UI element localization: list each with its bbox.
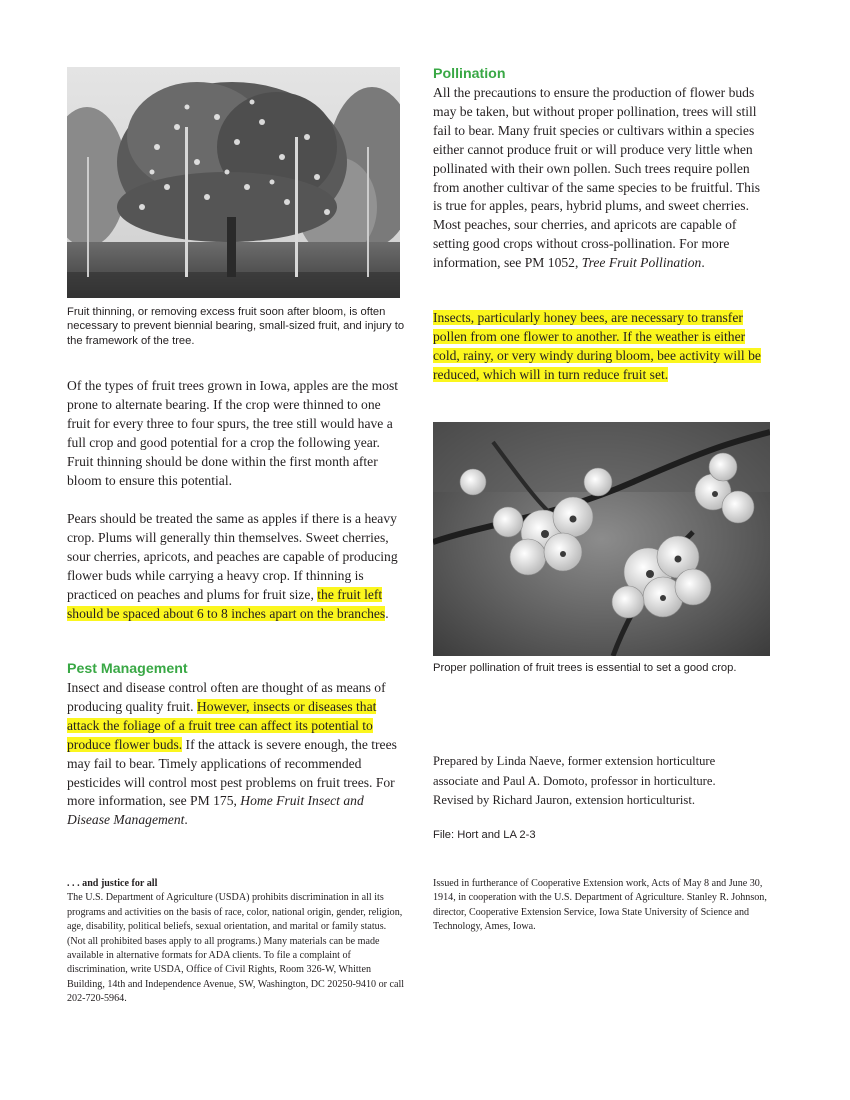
apples-paragraph: Of the types of fruit trees grown in Iowa, apples are the most prone to alternate bearing. If the crop were thinned to one fruit for every three to four spurs, the tree still would have a full crop and good potential for a crop the following year. Fruit thinning should be done within the first month after bloom to ensure this potential. xyxy=(67,378,399,488)
orchard-photo-graphic xyxy=(67,67,400,298)
pollination-paragraph xyxy=(433,84,763,273)
pest-paragraph xyxy=(67,679,402,830)
pollination-publication-title: Tree Fruit Pollination xyxy=(581,255,702,271)
blossom-photo-caption: Proper pollination of fruit trees is essential to set a good crop. xyxy=(433,662,737,674)
pest-management-heading: Pest Management xyxy=(67,661,188,677)
blossom-photo xyxy=(433,422,770,656)
pears-paragraph xyxy=(67,510,402,623)
file-reference: File: Hort and LA 2-3 xyxy=(433,829,536,841)
pollination-paragraph-text: All the precautions to ensure the production of flower buds may be taken, but without proper pollination, trees will still fail to bear. Many fruit species or cultivars within a species either cannot produce fruit or will produce very little when pollinated with their own pollen. Such trees require pollen from another cultivar of the same species to be fruitful. This is true for apples, pears, hybrid plums, and sweet cherries. Most peaches, sour cherries, and apricots are capable of setting good crops without cross-pollination. For more information, see PM 1052, xyxy=(433,85,761,271)
pollination-heading: Pollination xyxy=(433,66,506,82)
pest-paragraph-end: . xyxy=(184,812,188,828)
bees-paragraph xyxy=(433,309,768,385)
pears-paragraph-end: . xyxy=(385,605,389,621)
justice-text: The U.S. Department of Agriculture (USDA) prohibits discrimination in all its programs and activities on the basis of race, color, national origin, gender, religion, age, disability, political beliefs, sexual orientation, and marital or family status. (Not all prohibited bases apply to all programs.) Many materials can be made available in alternative formats for ADA clients. To file a complaint of discrimination, write USDA, Office of Civil Rights, Room 326-W, Whitten Building, 14th and Independence Avenue, SW, Washington, DC 20250-9410 or call 202-720-5964. xyxy=(67,892,405,1005)
bees-highlight: Insects, particularly honey bees, are necessary to transfer pollen from one flower to another. If the weather is either cold, rainy, or very windy during bloom, bee activity will be reduced, which will in turn reduce fruit set. xyxy=(433,310,761,382)
prepared-by: Prepared by Linda Naeve, former extension horticulture associate and Paul A. Domoto, professor in horticulture. Revised by Richard Jauron, extension horticulturist. xyxy=(433,754,716,808)
orchard-photo-caption: Fruit thinning, or removing excess fruit soon after bloom, is often necessary to prevent biennial bearing, small-sized fruit, and injury to the framework of the tree. xyxy=(67,306,405,347)
foliage-highlight: However, insects or diseases that attack the foliage of a fruit tree can affect its potential to produce flower buds. xyxy=(67,698,377,752)
spacing-highlight: the fruit left should be spaced about 6 to 8 inches apart on the branches xyxy=(67,586,386,621)
orchard-photo xyxy=(67,67,400,298)
justice-title: . . . and justice for all xyxy=(67,878,158,889)
pest-publication-title: Home Fruit Insect and Disease Management xyxy=(67,793,364,828)
justice-block xyxy=(67,877,407,1007)
blossom-photo-graphic xyxy=(433,422,770,656)
pest-paragraph-text: Insect and disease control often are thought of as means of producing quality fruit. xyxy=(67,680,386,714)
pest-paragraph-text-2: If the attack is severe enough, the trees may fail to bear. Timely applications of recommended pesticides will control most pest problems on fruit trees. For more information, see PM 175, xyxy=(67,736,397,809)
pears-paragraph-text: Pears should be treated the same as apples if there is a heavy crop. Plums will generally thin themselves. Sweet cherries, sour cherries, apricots, and peaches are capable of producing flower buds while carrying a heavy crop. If thinning is practiced on peaches and plums for fruit size, xyxy=(67,511,398,602)
issued-statement: Issued in furtherance of Cooperative Extension work, Acts of May 8 and June 30, 1914, in cooperation with the U.S. Department of Agriculture. Stanley R. Johnson, director, Cooperative Extension Service, Iowa State University of Science and Technology, Ames, Iowa. xyxy=(433,878,767,933)
pollination-paragraph-end: . xyxy=(701,255,705,271)
